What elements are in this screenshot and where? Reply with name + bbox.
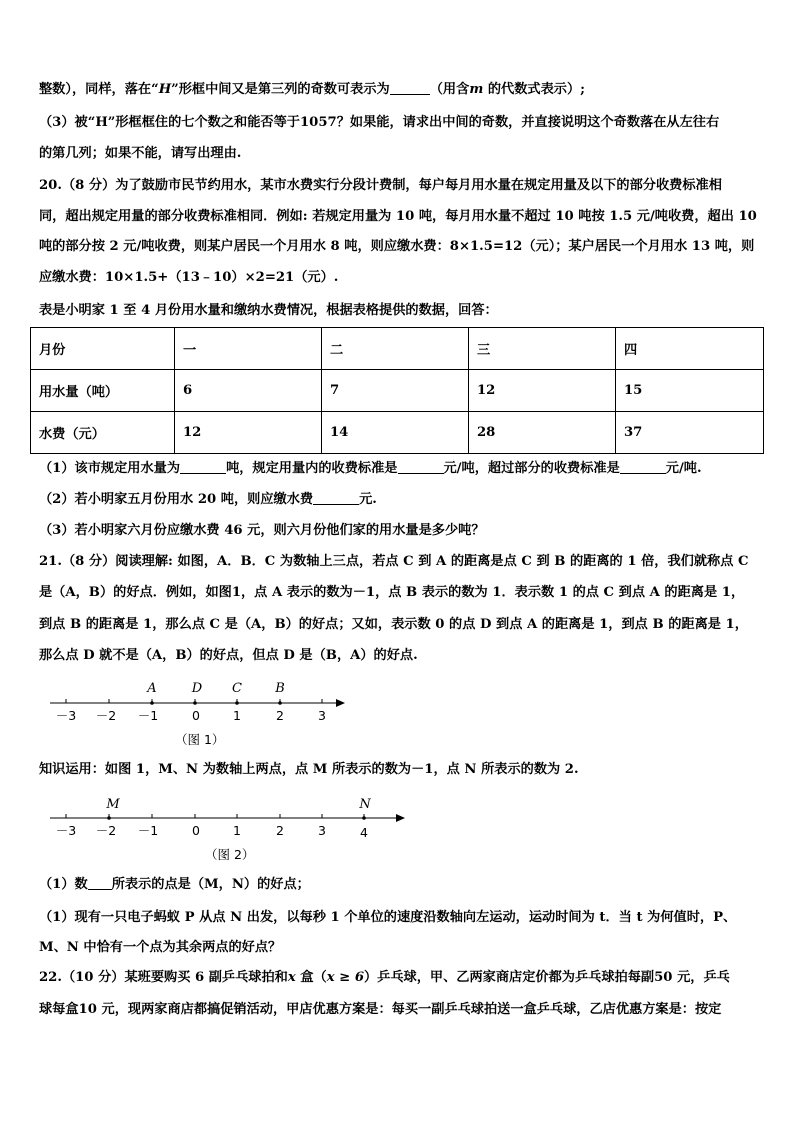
point-dot (193, 701, 197, 705)
tick-label: 0 (192, 823, 200, 838)
text: 元/吨，超过部分的收费标准是 (443, 461, 620, 476)
tick-label: 3 (318, 823, 326, 838)
table-cell: 一 (175, 328, 322, 370)
point-label-n: N (359, 797, 371, 812)
point-label-m: M (106, 797, 120, 812)
question-20-line: 20.（8 分）为了鼓励市民节约用水，某市水费实行分段计费制，每户每月用水量在规定用量及以下的部分收费标准相 (39, 178, 722, 193)
table-cell: 三 (469, 328, 616, 370)
text: ）乒乓球，甲、乙两家商店定价都为乒乓球拍每副50 元，乒乓 (364, 970, 730, 985)
var-x: x (287, 970, 296, 985)
inequality: x ≥ 6 (326, 970, 364, 985)
number-line-fig1 (50, 681, 345, 723)
tick-label: －1 (137, 708, 159, 723)
figure-caption: （图 2） (205, 847, 255, 862)
table-cell: 用水量（吨） (31, 370, 175, 412)
table-cell: 15 (616, 370, 764, 412)
text: 的代数式表示）; (483, 82, 586, 97)
table-cell: 月份 (31, 328, 175, 370)
question-line (39, 875, 764, 895)
tick-label: 2 (276, 708, 284, 723)
var-m: m (469, 82, 484, 97)
text-line: 球每盒10 元，现两家商店都搞促销活动，甲店优惠方案是：每买一副乒乓球拍送一盒乒乓球，乙店优惠方案是：按定 (39, 1002, 722, 1017)
text: 所表示的点是（M，N）的好点； (111, 877, 310, 892)
table-cell: 7 (322, 370, 469, 412)
text-line: （3）被“H”形框框住的七个数之和能否等于1057？如果能，请求出中间的奇数，并直接说明这个奇数落在从左往右 (39, 115, 720, 130)
point-dot (278, 701, 282, 705)
text: （1）该市规定用水量为 (39, 461, 181, 476)
text: 盒（ (295, 970, 327, 985)
axis-arrow (396, 814, 405, 822)
text: 元/吨. (665, 461, 702, 476)
text-line: 到点 B 的距离是 1，那么点 C 是（A，B）的好点；又如，表示数 0 的点 D 到点 A 的距离是 1，到点 B 的距离是 1， (39, 617, 748, 632)
tick-label: －1 (137, 823, 159, 838)
table-cell: 12 (175, 412, 322, 454)
question-21-line: 21.（8 分）阅读理解: 如图，A．B．C 为数轴上三点，若点 C 到 A 的距离是点 C 到 B 的距离的 1 倍，我们就称点 C (39, 554, 749, 569)
text-line: 吨的部分按 2 元/吨收费，则某户居民一个月用水 8 吨，则应缴水费：8×1.5=12（元）；某户居民一个月用水 13 吨，则 (39, 239, 755, 254)
table-cell: 14 (322, 412, 469, 454)
table-cell: 6 (175, 370, 322, 412)
table-cell: 四 (616, 328, 764, 370)
number-line-fig2 (50, 797, 405, 840)
tick-label: 1 (233, 823, 241, 838)
text: 吨，规定用量内的收费标准是 (226, 461, 398, 476)
tick-label: 1 (233, 708, 241, 723)
text-line: 应缴水费：10×1.5+（13﹣10）×2=21（元）. (39, 270, 339, 285)
text: （1）数 (39, 877, 88, 892)
table-cell: 12 (469, 370, 616, 412)
text-line: M、N 中恰有一个点为其余两点的好点？ (39, 940, 282, 955)
text: 22.（10 分）某班要购买 6 副乒乓球拍和 (39, 970, 288, 985)
fig2-ticks (66, 814, 364, 818)
tick-label: －3 (55, 708, 77, 723)
table-cell: 二 (322, 328, 469, 370)
tick-label: －2 (95, 823, 117, 838)
text-line: 那么点 D 就不是（A，B）的好点，但点 D 是（B，A）的好点. (39, 648, 418, 663)
point-dot (362, 816, 366, 820)
tick-label: 0 (192, 708, 200, 723)
point-label-a: A (147, 681, 157, 696)
tick-label: －2 (95, 708, 117, 723)
table-cell: 水费（元） (31, 412, 175, 454)
text: ”形框中间又是第三列的奇数可表示为 (171, 82, 390, 97)
question-line: （1）现有一只电子蚂蚁 P 从点 N 出发，以每秒 1 个单位的速度沿数轴向左运动，运动时间为 t．当 t 为何值时，P、 (39, 910, 737, 925)
text: （2）若小明家五月份用水 20 吨，则应缴水费 (39, 492, 314, 507)
table-cell: 28 (469, 412, 616, 454)
text: （用含 (429, 82, 470, 97)
text: 整数），同样，落在“ (39, 82, 159, 97)
point-dot (235, 701, 239, 705)
text-line: 知识运用：如图 1，M、N 为数轴上两点，点 M 所表示的数为－1，点 N 所表示的数为 2. (39, 762, 579, 777)
text-line: 的第几列；如果不能，请写出理由. (39, 146, 242, 161)
question-22-line (39, 968, 764, 988)
text-line: 表是小明家 1 至 4 月份用水量和缴纳水费情况，根据表格提供的数据，回答： (39, 303, 498, 318)
var-h: H (158, 82, 172, 97)
text: 元. (359, 492, 377, 507)
tick-label: 4 (360, 825, 368, 840)
table-cell: 37 (616, 412, 764, 454)
text-line: 是（A，B）的好点．例如，如图1，点 A 表示的数为－1，点 B 表示的数为 1．表示数 1 的点 C 到点 A 的距离是 1， (39, 585, 745, 600)
tick-label: 2 (276, 823, 284, 838)
point-dot (150, 701, 154, 705)
point-label-c: C (232, 681, 242, 696)
point-label-d: D (191, 681, 203, 696)
axis-arrow (336, 699, 345, 707)
answer-blank (88, 875, 112, 890)
point-dot (107, 816, 111, 820)
text-line: 同，超出规定用量的部分收费标准相同．例如: 若规定用量为 10 吨，每月用水量不超过 10 吨按 1.5 元/吨收费，超出 10 (39, 209, 757, 224)
figure-caption: （图 1） (175, 732, 225, 747)
tick-label: －3 (55, 823, 77, 838)
question-line: （3）若小明家六月份应缴水费 46 元，则六月份他们家的用水量是多少吨？ (39, 523, 485, 538)
point-label-b: B (275, 681, 285, 696)
tick-label: 3 (318, 708, 326, 723)
